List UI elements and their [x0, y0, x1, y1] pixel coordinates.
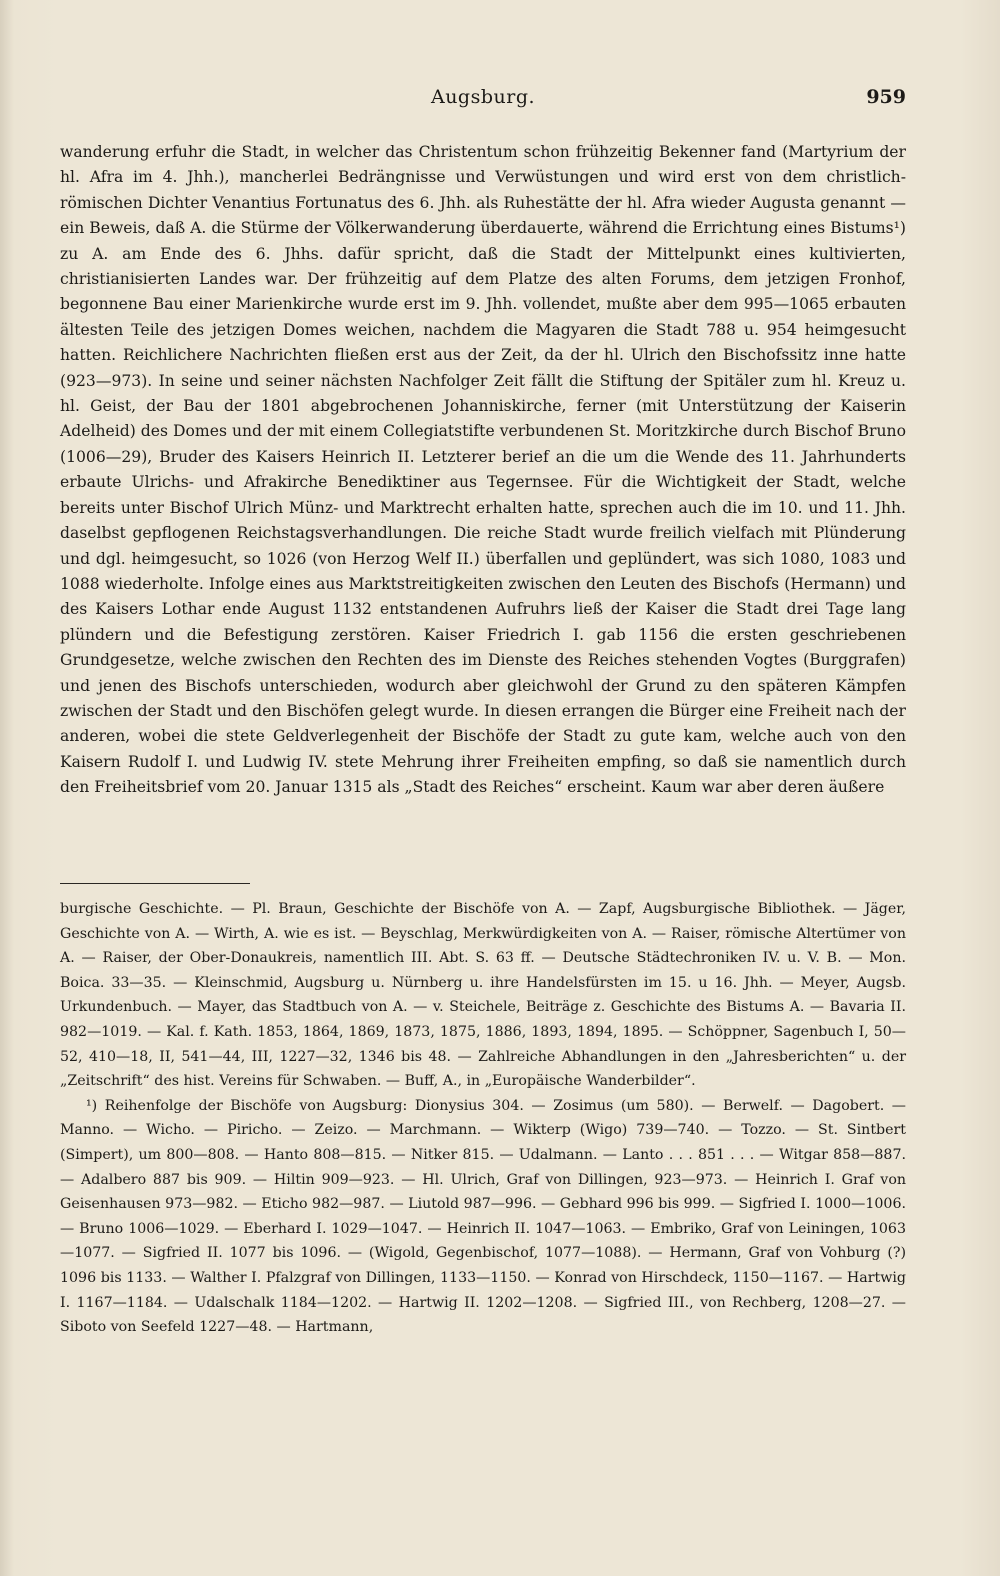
- running-head: Augsburg.: [430, 86, 536, 108]
- footnote-bibliography: burgische Geschichte. — Pl. Braun, Geschichte der Bischöfe von A. — Zapf, Augsburgische Bibliothek. — Jäger, Geschichte von A. — Wirth, A. wie es ist. — Beyschlag, Merkwürdigkeiten von A. — Raiser, römische Altertümer von A. — Raiser, der Ober-Donaukreis, namentlich III. Abt. S. 63 ff. — Deutsche Städtechroniken IV. u. V. B. — Mon. Boica. 33—35. — Kleinschmid, Augsburg u. Nürnberg u. ihre Handelsfürsten im 15. u 16. Jhh. — Meyer, Augsb. Urkundenbuch. — Mayer, das Stadtbuch von A. — v. Steichele, Beiträge z. Geschichte des Bistums A. — Bavaria II. 982—1019. — Kal. f. Kath. 1853, 1864, 1869, 1873, 1875, 1886, 1893, 1894, 1895. — Schöppner, Sagenbuch I, 50—52, 410—18, II, 541—44, III, 1227—32, 1346 bis 48. — Zahlreiche Abhandlungen in den „Jahresberichten“ u. der „Zeitschrift“ des hist. Vereins für Schwaben. — Buff, A., in „Europäische Wanderbilder“.: [60, 901, 906, 1090]
- footnote-rule: [60, 883, 250, 884]
- footnotes: [60, 897, 906, 1340]
- footnote-1: ¹) Reihenfolge der Bischöfe von Augsburg: Dionysius 304. — Zosimus (um 580). — Berwelf. — Dagobert. — Manno. — Wicho. — Piricho. — Zeizo. — Marchmann. — Wikterp (Wigo) 739—740. — Tozzo. — St. Sintbert (Simpert), um 800—808. — Hanto 808—815. — Nitker 815. — Udalmann. — Lanto . . . 851 . . . — Witgar 858—887. — Adalbero 887 bis 909. — Hiltin 909—923. — Hl. Ulrich, Graf von Dillingen, 923—973. — Heinrich I. Graf von Geisenhausen 973—982. — Eticho 982—987. — Liutold 987—996. — Gebhard 996 bis 999. — Sigfried I. 1000—1006. — Bruno 1006—1029. — Eberhard I. 1029—1047. — Heinrich II. 1047—1063. — Embriko, Graf von Leiningen, 1063—1077. — Sigfried II. 1077 bis 1096. — (Wigold, Gegenbischof, 1077—1088). — Hermann, Graf von Vohburg (?) 1096 bis 1133. — Walther I. Pfalzgraf von Dillingen, 1133—1150. — Konrad von Hirschdeck, 1150—1167. — Hartwig I. 1167—1184. — Udalschalk 1184—1202. — Hartwig II. 1202—1208. — Sigfried III., von Rechberg, 1208—27. — Siboto von Seefeld 1227—48. — Hartmann,: [60, 1097, 906, 1336]
- page-header: [60, 86, 906, 114]
- page-number: 959: [866, 86, 906, 108]
- main-text: wanderung erfuhr die Stadt, in welcher das Christentum schon frühzeitig Bekenner fand (Martyrium der hl. Afra im 4. Jhh.), mancherlei Bedrängnisse und Verwüstungen und wird erst von dem christlich-römischen Dichter Venantius Fortunatus des 6. Jhh. als Ruhestätte der hl. Afra wieder Augusta genannt — ein Beweis, daß A. die Stürme der Völkerwanderung überdauerte, während die Errichtung eines Bistums¹) zu A. am Ende des 6. Jhhs. dafür spricht, daß die Stadt der Mittelpunkt eines kultivierten, christianisierten Landes war. Der frühzeitig auf dem Platze des alten Forums, dem jetzigen Fronhof, begonnene Bau einer Marienkirche wurde erst im 9. Jhh. vollendet, mußte aber dem 995—1065 erbauten ältesten Teile des jetzigen Domes weichen, nachdem die Magyaren die Stadt 788 u. 954 heimgesucht hatten. Reichlichere Nachrichten fließen erst aus der Zeit, da der hl. Ulrich den Bischofssitz inne hatte (923—973). In seine und seiner nächsten Nachfolger Zeit fällt die Stiftung der Spitäler zum hl. Kreuz u. hl. Geist, der Bau der 1801 abgebrochenen Johanniskirche, ferner (mit Unterstützung der Kaiserin Adelheid) des Domes und der mit einem Collegiatstifte verbundenen St. Moritzkirche durch Bischof Bruno (1006—29), Bruder des Kaisers Heinrich II. Letzterer berief an die um die Wende des 11. Jahrhunderts erbaute Ulrichs- und Afrakirche Benediktiner aus Tegernsee. Für die Wichtigkeit der Stadt, welche bereits unter Bischof Ulrich Münz- und Marktrecht erhalten hatte, sprechen auch die im 10. und 11. Jhh. daselbst gepflogenen Reichstagsverhandlungen. Die reiche Stadt wurde freilich vielfach mit Plünderung und dgl. heimgesucht, so 1026 (von Herzog Welf II.) überfallen und geplündert, was sich 1080, 1083 und 1088 wiederholte. Infolge eines aus Marktstreitigkeiten zwischen den Leuten des Bischofs (Hermann) und des Kaisers Lothar ende August 1132 entstandenen Aufruhrs ließ der Kaiser die Stadt drei Tage lang plündern und die Befestigung zerstören. Kaiser Friedrich I. gab 1156 die ersten geschriebenen Grundgesetze, welche zwischen den Rechten des im Dienste des Reiches stehenden Vogtes (Burggrafen) und jenen des Bischofs unterschieden, wodurch aber gleichwohl der Grund zu den späteren Kämpfen zwischen der Stadt und den Bischöfen gelegt wurde. In diesen errangen die Bürger eine Freiheit nach der anderen, wobei die stete Geldverlegenheit der Bischöfe der Stadt zu gute kam, welche auch von den Kaisern Rudolf I. und Ludwig IV. stete Mehrung ihrer Freiheiten empfing, so daß sie namentlich durch den Freiheitsbrief vom 20. Januar 1315 als „Stadt des Reiches“ erscheint. Kaum war aber deren äußere: [60, 143, 906, 797]
